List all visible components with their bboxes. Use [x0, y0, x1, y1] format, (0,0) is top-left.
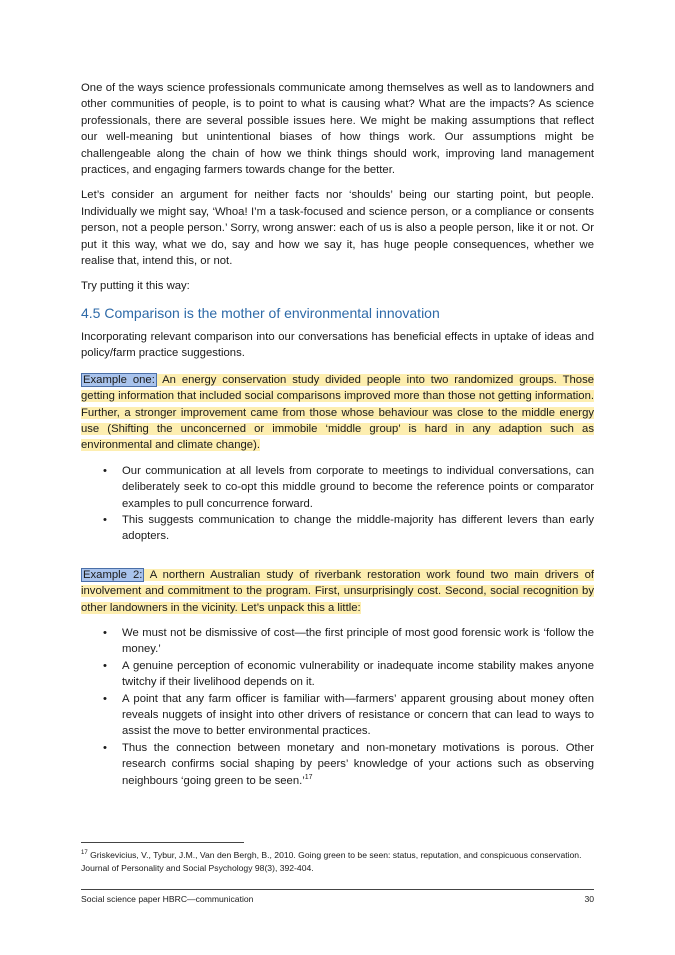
- bullet-icon: •: [103, 659, 107, 672]
- list-item: [81, 658, 594, 691]
- example-one-text: An energy conservation study divided people into two randomized groups. Those getting information that included social comparisons improved more than those not getting information. Further, a stronger improvement came from those whose behaviour was close to the middle energy use (Shifting the unconcerned or immobile ‘middle group’ is hard in any adaption such as environmental and climate change).: [81, 373, 594, 452]
- list-item-text: Thus the connection between monetary and non-monetary motivations is porous. Other research confirms social shaping by peers’ knowledge of your actions such as observing neighbours ‘going green to be seen.’: [122, 741, 594, 787]
- bullet-icon: •: [103, 513, 107, 526]
- bullet-icon: •: [103, 464, 107, 477]
- bullet-icon: •: [103, 741, 107, 754]
- list-item: [81, 463, 594, 512]
- list-item-text: A point that any farm officer is familiar with—farmers’ apparent grousing about money often reveals nuggets of insight into other drivers of resistance or concern that can lead to ways to assist the move to better environmental practices.: [122, 692, 594, 738]
- example-one-box: [81, 372, 594, 454]
- list-item: [81, 740, 594, 789]
- example-two-text: A northern Australian study of riverbank restoration work found two main drivers of involvement and commitment to the program. First, unsurprisingly cost. Second, social recognition by other landowners in the vicinity. Let’s unpack this a little:: [81, 568, 594, 614]
- example-two-tag: Example 2:: [83, 568, 143, 581]
- list-item-text: We must not be dismissive of cost—the first principle of most good forensic work is ‘follow the money.’: [122, 626, 594, 656]
- list-item: [81, 691, 594, 740]
- page-footer: [81, 889, 594, 905]
- list-item: [81, 625, 594, 658]
- page-body: [81, 80, 594, 789]
- footnote-separator: [81, 842, 244, 843]
- footer-title: Social science paper HBRC—communication: [81, 894, 254, 904]
- paragraph-2: Let’s consider an argument for neither facts nor ‘shoulds’ being our starting point, but people. Individually we might say, ‘Whoa! I’m a task-focused and science person, or a compliance or consents person, not a people person.’ Sorry, wrong answer: each of us is also a people person, like it or not. Or put it this way, what we do, say and how we say it, has huge people consequences, whether we realise that, intend this, or not.: [81, 189, 594, 268]
- bullet-list-1: [81, 463, 594, 545]
- paragraph-4: Incorporating relevant comparison into our conversations has beneficial effects in uptake of ideas and policy/farm practice suggestions.: [81, 330, 594, 360]
- list-item-text: This suggests communication to change the middle-majority has different levers than early adopters.: [122, 513, 594, 543]
- page-number: 30: [584, 894, 594, 904]
- list-item-text: A genuine perception of economic vulnerability or inadequate income stability makes anyone twitchy if their livelihood depends on it.: [122, 659, 594, 689]
- footnote-reference[interactable]: 17: [304, 773, 313, 781]
- paragraph-3: Try putting it this way:: [81, 280, 190, 293]
- example-one-tag: Example one:: [83, 373, 155, 386]
- bullet-list-2: [81, 625, 594, 789]
- footnote-text: Griskevicius, V., Tybur, J.M., Van den Bergh, B., 2010. Going green to be seen: status, reputation, and conspicuous conservation. Journal of Personality and Social Psychology 98(3), 392-404.: [81, 850, 582, 873]
- section-heading: 4.5 Comparison is the mother of environmental innovation: [81, 304, 440, 321]
- footnote-number: 17: [81, 850, 88, 857]
- list-item: [81, 512, 594, 545]
- example-two-box: [81, 567, 594, 616]
- bullet-icon: •: [103, 692, 107, 705]
- list-item-text: Our communication at all levels from corporate to meetings to individual conversations, can deliberately seek to co-opt this middle ground to become the reference points or comparator examples to pull concurrence forward.: [122, 464, 594, 510]
- paragraph-1: One of the ways science professionals communicate among themselves as well as to landowners and other communities of people, is to point to what is causing what? What are the impacts? As science professionals, there are several possible issues here. We might be making assumptions that reflect our well-meaning but unintentional biases of how things work. Our assumptions might be challengeable along the chain of how we think things should work, improving land management practices, and engaging farmers towards change for the better.: [81, 82, 594, 177]
- footnote: [81, 849, 594, 874]
- bullet-icon: •: [103, 626, 107, 639]
